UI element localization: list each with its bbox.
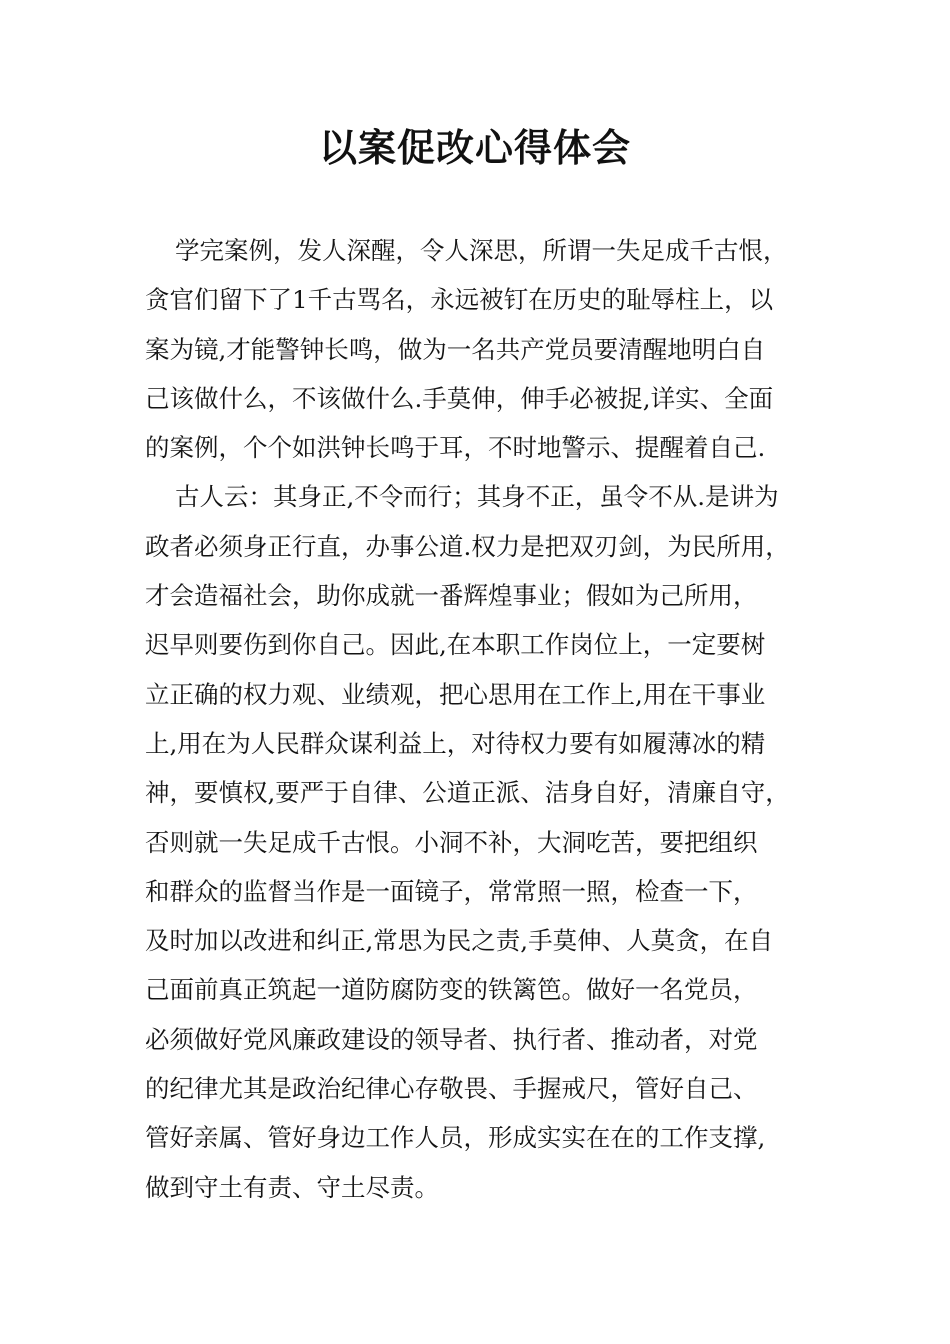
paragraph-2-line: 立正确的权力观、业绩观，把心思用在工作上,用在干事业 (145, 679, 766, 709)
paragraph-2-line: 否则就一失足成千古恨。小洞不补，大洞吃苦，要把组织 (145, 827, 758, 857)
paragraph-1-line: 案为镜,才能警钟长鸣，做为一名共产党员要清醒地明白自 (145, 334, 766, 364)
paragraph-2-line: 迟早则要伤到你自己。因此,在本职工作岗位上，一定要树 (145, 630, 766, 660)
paragraph-1-line: 己该做什么，不该做什么.手莫伸，伸手必被捉,详实、全面 (145, 383, 774, 413)
document-body (145, 226, 815, 1212)
paragraph-2-line: 管好亲属、管好身边工作人员，形成实实在在的工作支撑, (145, 1123, 766, 1153)
paragraph-2-line: 才会造福社会，助你成就一番辉煌事业；假如为己所用， (145, 581, 758, 611)
paragraph-1-line: 学完案例，发人深醒，令人深思，所谓一失足成千古恨， (175, 236, 788, 265)
paragraph-2-line: 必须做好党风廉政建设的领导者、执行者、推动者，对党 (145, 1024, 758, 1054)
document-title: 以案促改心得体会 (318, 125, 631, 170)
paragraph-2-line: 神，要慎权,要严于自律、公道正派、洁身自好，清廉自守， (145, 778, 790, 808)
paragraph-1-line: 贪官们留下了1千古骂名，永远被钉在历史的耻辱柱上，以 (145, 285, 774, 315)
paragraph-2-line: 及时加以改进和纠正,常思为民之责,手莫伸、人莫贪，在自 (145, 926, 774, 956)
paragraph-2-line: 和群众的监督当作是一面镜子，常常照一照，检查一下， (145, 876, 758, 906)
paragraph-2-line: 政者必须身正行直，办事公道.权力是把双刃剑，为民所用， (145, 531, 790, 561)
paragraph-2-line: 的纪律尤其是政治纪律心存敬畏、手握戒尺，管好自己、 (145, 1074, 758, 1104)
paragraph-1-line: 的案例，个个如洪钟长鸣于耳，不时地警示、提醒着自己. (145, 433, 766, 463)
paragraph-2-line: 做到守土有责、守土尽责。 (145, 1172, 439, 1202)
paragraph-2-line: 己面前真正筑起一道防腐防变的铁篱笆。做好一名党员， (145, 975, 758, 1005)
paragraph-2-line: 上,用在为人民群众谋利益上，对待权力要有如履薄冰的精 (145, 728, 766, 758)
paragraph-2-line: 古人云：其身正,不令而行；其身不正，虽令不从.是讲为 (175, 482, 779, 512)
